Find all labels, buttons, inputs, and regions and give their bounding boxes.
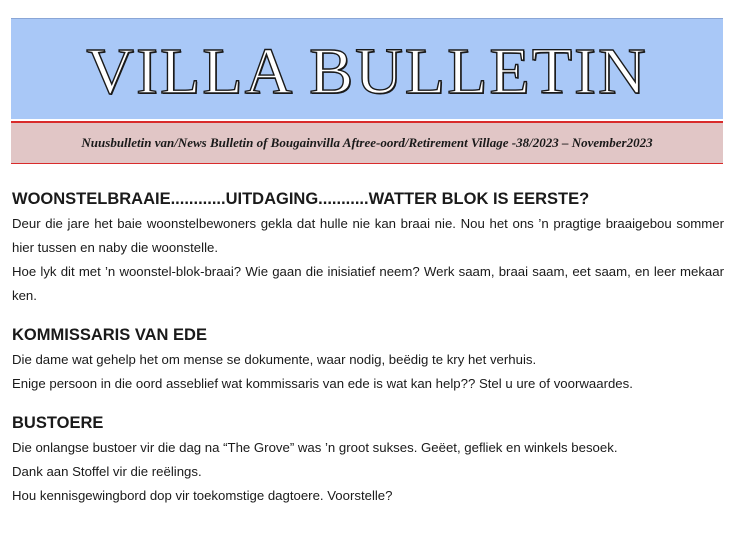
section-paragraph: Hou kennisgewingbord dop vir toekomstige dagtoere. Voorstelle? bbox=[12, 488, 393, 503]
section-paragraph: Deur die jare het baie woonstelbewoners gekla dat hulle nie kan braai nie. Nou het ons ’n pragtige braaigebou sommer hier tussen en naby die woonstelle. bbox=[12, 216, 724, 255]
section-bustoere bbox=[12, 414, 724, 508]
masthead-banner bbox=[11, 18, 723, 119]
section-paragraph: Die dame wat gehelp het om mense se dokumente, waar nodig, beëdig te kry het verhuis. bbox=[12, 352, 537, 367]
section-paragraph: Die onlangse bustoer vir die dag na “The Grove” was ’n groot sukses. Geëet, gefliek en winkels besoek. bbox=[12, 440, 618, 455]
section-kommissaris bbox=[12, 326, 724, 396]
subtitle-bar bbox=[11, 121, 723, 164]
section-paragraph: Enige persoon in die oord asseblief wat kommissaris van ede is wat kan help?? Stel u ure of voorwaardes. bbox=[12, 376, 633, 391]
bulletin-subtitle: Nuusbulletin van/News Bulletin of Bougainvilla Aftree-oord/Retirement Village -38/2023 – November2023 bbox=[81, 135, 653, 150]
section-heading: BUSTOERE bbox=[12, 414, 104, 432]
section-heading: WOONSTELBRAAIE............UITDAGING...........WATTER BLOK IS EERSTE? bbox=[12, 190, 590, 208]
section-paragraph: Hoe lyk dit met ’n woonstel-blok-braai? Wie gaan die inisiatief neem? Werk saam, braai saam, eet saam, en leer mekaar ken. bbox=[12, 264, 724, 303]
bulletin-title: VILLA BULLETIN bbox=[86, 35, 648, 108]
section-heading: KOMMISSARIS VAN EDE bbox=[12, 326, 207, 344]
section-paragraph: Dank aan Stoffel vir die reëlings. bbox=[12, 464, 202, 479]
bulletin-body bbox=[12, 190, 724, 526]
section-woonstelbraaie bbox=[12, 190, 724, 308]
